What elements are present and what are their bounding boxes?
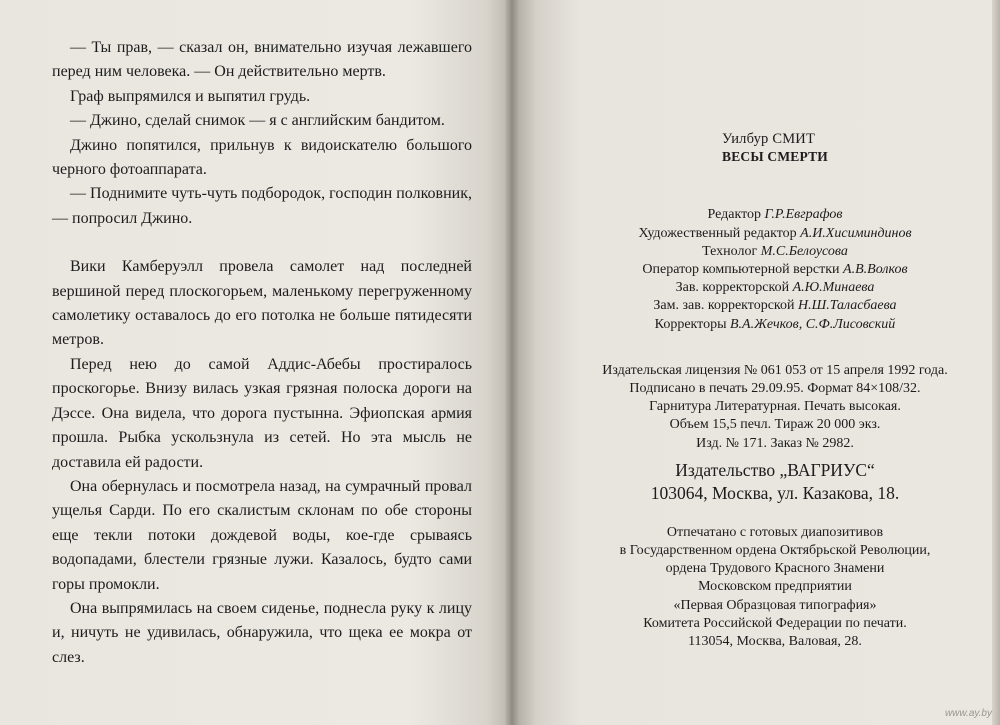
license-line: Гарнитура Литературная. Печать высокая. (649, 399, 901, 415)
printer-line: 113054, Москва, Валовая, 28. (688, 634, 862, 650)
left-page-text (52, 36, 472, 670)
paragraph: — Ты прав, — сказал он, внимательно изучая лежавшего перед ним человека. — Он действительно мертв. (52, 39, 472, 81)
printer-line: ордена Трудового Красного Знамени (665, 561, 885, 577)
printer-line: «Первая Образцовая типография» (673, 597, 877, 613)
credit-role: Оператор компьютерной верстки (642, 262, 840, 278)
license-line: Объем 15,5 печл. Тираж 20 000 экз. (669, 417, 881, 433)
credit-role: Зав. корректорской (675, 280, 790, 296)
credit-role: Корректоры (654, 316, 727, 332)
credit-role: Технолог (702, 243, 758, 259)
page-edge (992, 0, 1000, 725)
paragraph: Джино попятился, прильнув к видоискателю большого черного фотоаппарата. (52, 136, 472, 179)
paragraph: — Джино, сделай снимок — я с английским бандитом. (70, 112, 445, 130)
license-info (580, 362, 970, 453)
printer-line: в Государственном ордена Октябрьской Революции, (619, 543, 931, 559)
watermark: www.ay.by (944, 708, 992, 719)
credit-role: Художественный редактор (638, 225, 797, 241)
credit-name: А.Ю.Минаева (792, 280, 875, 296)
credit-line (580, 261, 970, 279)
credit-line (580, 279, 970, 297)
publisher-info (580, 459, 970, 506)
book-title: ВЕСЫ СМЕРТИ (722, 149, 829, 165)
credit-line (580, 243, 970, 261)
credit-line (580, 225, 970, 243)
paragraph: Она обернулась и посмотрела назад, на сумрачный провал ущелья Сарди. По его скалистым склонам по обе стороны еще текли потоки дождевой воды, кое-где срываясь водопадами, блестели грязные лужи. Казалось, будто сами горы промокли. (52, 477, 472, 593)
credit-line (580, 206, 970, 224)
book-gutter (505, 0, 519, 725)
credit-role: Редактор (707, 207, 762, 223)
credit-name: М.С.Белоусова (760, 243, 848, 259)
paragraph: — Поднимите чуть-чуть подбородок, господин полковник, — попросил Джино. (52, 185, 472, 227)
printer-info (580, 524, 970, 651)
license-line: Издательская лицензия № 061 053 от 15 апреля 1992 года. (602, 362, 948, 378)
credit-role: Зам. зав. корректорской (653, 298, 795, 314)
paragraph: Граф выпрямился и выпятил грудь. (70, 87, 311, 105)
license-line: Подписано в печать 29.09.95. Формат 84×108/32. (629, 381, 921, 397)
printer-line: Отпечатано с готовых диапозитивов (666, 524, 884, 540)
printer-line: Московском предприятии (698, 579, 852, 595)
credit-line (580, 316, 970, 334)
publisher-name: Издательство „ВАГРИУС“ (675, 459, 875, 480)
publisher-address: 103064, Москва, ул. Казакова, 18. (650, 483, 900, 504)
printer-line: Комитета Российской Федерации по печати. (643, 615, 907, 631)
imprint-page (580, 130, 970, 651)
credit-name: Г.Р.Евграфов (764, 207, 843, 223)
license-line: Изд. № 171. Заказ № 2982. (696, 435, 854, 451)
credit-name: А.В.Волков (843, 262, 908, 278)
credit-line (580, 297, 970, 315)
credits-list (580, 206, 970, 333)
credit-name: В.А.Жечков, С.Ф.Лисовский (729, 316, 896, 332)
credit-name: А.И.Хисиминдинов (800, 225, 912, 241)
paragraph: Вики Камберуэлл провела самолет над последней вершиной перед плоскогорьем, маленькому перегруженному самолетику оставалось до его потолка не больше пятидесяти метров. (52, 258, 472, 349)
book-author: Уилбур СМИТ (722, 131, 816, 147)
credit-name: Н.Ш.Таласбаева (798, 298, 897, 314)
paragraph: Она выпрямилась на своем сиденье, поднесла руку к лицу и, ничуть не удивилась, обнаружила, что щека ее мокра от слез. (52, 599, 472, 666)
paragraph: Перед нею до самой Аддис-Абебы простиралось проскогорье. Внизу вилась узкая грязная полоска дороги на Дэссе. Она видела, что дорога пустынна. Эфиопская армия прошла. Рыбка ускользнула из сетей. Но эта мысль не доставила ей радости. (52, 355, 472, 471)
